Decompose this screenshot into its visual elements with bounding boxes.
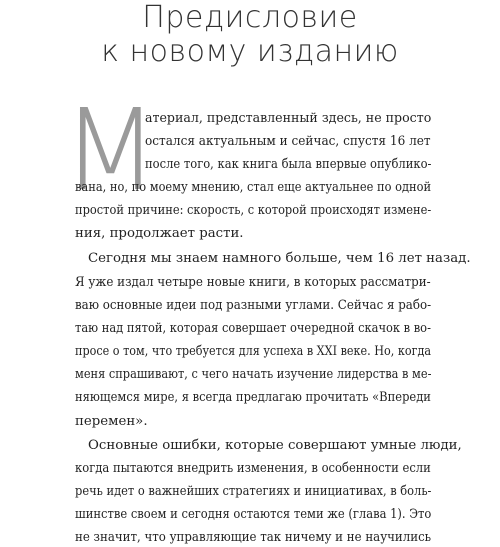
text-line: Сегодня мы знаем намного больше, чем 16 лет назад. xyxy=(88,251,471,266)
text-line: шинстве своем и сегодня остаются теми же (глава 1). Это xyxy=(75,507,432,522)
text-line: ния, продолжает расти. xyxy=(75,226,244,241)
text-line: меня спрашивают, с чего начать изучение лидерства в ме- xyxy=(75,367,432,382)
text-line: не значит, что управляющие так ничему и не научились xyxy=(75,530,432,545)
text-line: простой причине: скорость, с которой происходят измене- xyxy=(75,203,432,218)
chapter-title-line-2: к новому изданию xyxy=(101,34,399,69)
text-line: атериал, представленный здесь, не просто xyxy=(145,111,432,126)
text-line: просе о том, что требуется для успеха в XXI веке. Но, когда xyxy=(75,344,432,359)
text-line: речь идет о важнейших стратегиях и инициативах, в боль- xyxy=(75,484,432,499)
text-line: когда пытаются внедрить изменения, в особенности если xyxy=(75,461,431,476)
drop-cap-letter: М xyxy=(62,86,159,216)
text-line: няющемся мире, я всегда предлагаю прочитать «Впереди xyxy=(75,390,431,405)
text-line: ваю основные идеи под разными углами. Сейчас я рабо- xyxy=(75,298,432,313)
text-line: таю над пятой, которая совершает очередной скачок в во- xyxy=(75,321,431,336)
chapter-title-line-1: Предисловие xyxy=(142,0,358,35)
text-line: Основные ошибки, которые совершают умные люди, xyxy=(88,438,462,453)
text-line: после того, как книга была впервые опублико- xyxy=(145,157,432,172)
text-line: вана, но, по моему мнению, стал еще актуальнее по одной xyxy=(75,180,432,195)
text-line: остался актуальным и сейчас, спустя 16 лет xyxy=(145,134,431,149)
text-line: перемен». xyxy=(75,414,148,429)
text-line: Я уже издал четыре новые книги, в которых рассматри- xyxy=(75,275,431,290)
